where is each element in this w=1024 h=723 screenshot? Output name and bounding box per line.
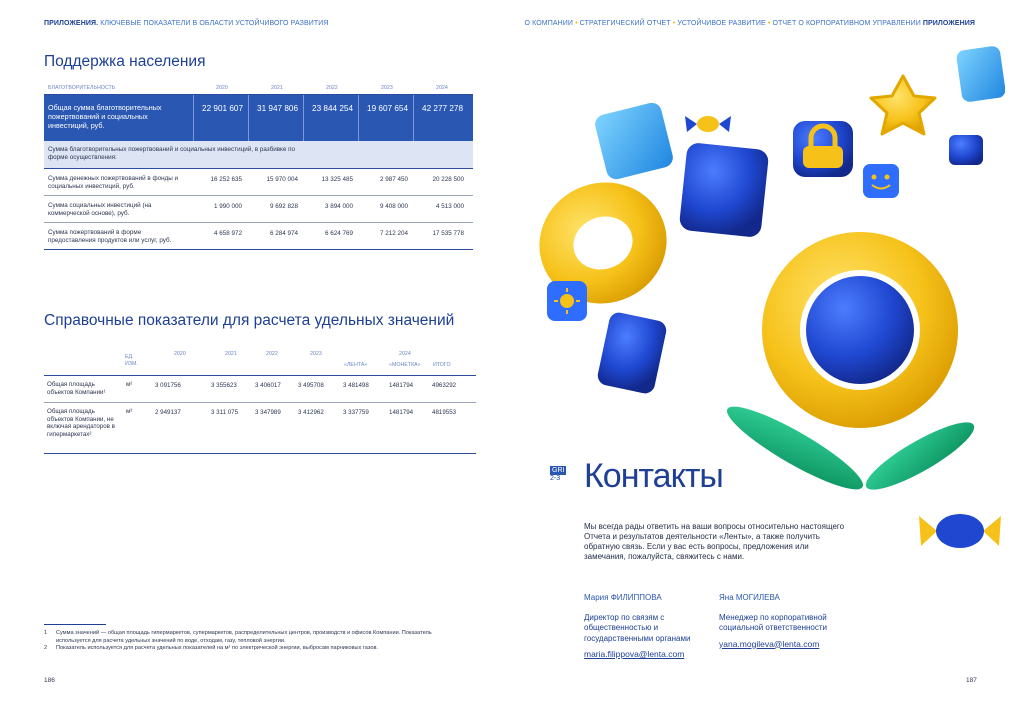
support-table-header xyxy=(44,80,473,95)
row-value: 4 658 972 xyxy=(213,230,242,237)
table-row xyxy=(44,223,473,250)
footnotes xyxy=(44,630,464,653)
flower-ring xyxy=(762,232,958,428)
row-value: 7 212 204 xyxy=(379,230,408,237)
candy-icon xyxy=(917,508,1003,554)
contact-email-link[interactable]: maria.filippova@lenta.com xyxy=(584,649,685,659)
contacts-title: Контакты xyxy=(584,457,723,495)
table-row xyxy=(44,403,476,454)
row-unit: м² xyxy=(126,381,133,388)
row-value: 9 692 828 xyxy=(269,203,298,210)
contact-last-name: ФИЛИППОВА xyxy=(610,593,662,602)
contact-name xyxy=(719,593,849,604)
smile-cube-icon xyxy=(863,164,899,198)
reference-table xyxy=(44,350,476,454)
support-title: Поддержка населения xyxy=(44,53,206,70)
year-header: 2021 xyxy=(271,85,283,91)
footnote-text: Показатель используется для расчета удельных показателей на м² по электрической энергии, выбросам парниковых газов. xyxy=(56,645,378,651)
total-row xyxy=(44,95,473,141)
nav-item-governance[interactable]: ОТЧЕТ О КОРПОРАТИВНОМ УПРАВЛЕНИИ xyxy=(772,20,921,27)
contact-position: Менеджер по корпоративной социальной ответственности xyxy=(719,612,827,632)
gri-label: GRI xyxy=(552,467,565,474)
row-value: 4819553 xyxy=(432,409,457,416)
year-header: 2024 xyxy=(436,85,448,91)
footnote-mark: 1 xyxy=(44,630,48,636)
reference-title: Справочные показатели для расчета удельных значений xyxy=(44,312,455,329)
blue-cube xyxy=(596,311,668,395)
gri-badge xyxy=(550,466,566,482)
row-value: 17 535 778 xyxy=(432,230,464,237)
row-value: 9 408 000 xyxy=(379,203,408,210)
inflatable-toys-illustration xyxy=(525,38,1005,500)
lock-cube-icon xyxy=(793,121,853,177)
contact-first-name: Мария xyxy=(584,593,609,602)
page-number-left: 186 xyxy=(44,677,55,684)
row-value: 4963292 xyxy=(432,382,457,389)
nav-item-sustainability[interactable]: УСТОЙЧИВОЕ РАЗВИТИЕ xyxy=(677,20,766,27)
row-value: 15 970 004 xyxy=(266,176,298,183)
contact-card xyxy=(584,593,714,660)
total-value: 23 844 254 xyxy=(312,104,353,113)
footnote xyxy=(44,645,464,653)
breakdown-label: Сумма благотворительных пожертвований и социальных инвестиций, в разбивке по форме осуществления: xyxy=(48,146,296,161)
subcol-monetka: «МОНЕТКА» xyxy=(389,362,421,368)
breakdown-row xyxy=(44,141,473,169)
blue-cube xyxy=(679,142,770,238)
reference-table-header xyxy=(44,350,476,376)
nav-item-appendix[interactable]: ПРИЛОЖЕНИЯ xyxy=(922,20,975,27)
total-value: 22 901 607 xyxy=(202,104,243,113)
year-header: 2023 xyxy=(310,351,322,357)
row-value: 3 894 000 xyxy=(324,203,353,210)
row-value: 3 495708 xyxy=(298,382,324,389)
table-row xyxy=(44,169,473,196)
row-value: 3 412962 xyxy=(298,409,324,416)
total-label: Общая сумма благотворительных пожертвований и социальных инвестиций, руб. xyxy=(48,103,162,130)
subcol-lenta: «ЛЕНТА» xyxy=(344,362,368,368)
row-value: 1 990 000 xyxy=(213,203,242,210)
row-value: 20 228 500 xyxy=(432,176,464,183)
row-unit: м² xyxy=(126,408,133,415)
total-value: 19 607 654 xyxy=(367,104,408,113)
row-value: 3 337759 xyxy=(343,409,369,416)
row-value: 4 513 000 xyxy=(435,203,464,210)
contact-name xyxy=(584,593,714,604)
year-header: 2020 xyxy=(216,85,228,91)
total-value: 31 947 806 xyxy=(257,104,298,113)
table-row xyxy=(44,196,473,223)
col-header-charity: БЛАГОТВОРИТЕЛЬНОСТЬ xyxy=(48,85,116,91)
nav-item-company[interactable]: О КОМПАНИИ xyxy=(524,20,574,27)
light-blue-cube xyxy=(956,45,1005,103)
footnote-mark: 2 xyxy=(44,645,48,651)
row-label: Общая площадь объектов Компании, не включая арендаторов в гипермаркетах² xyxy=(47,408,115,438)
contact-position: Директор по связям с общественностью и государственными органами xyxy=(584,612,691,643)
year-header: 2022 xyxy=(326,85,338,91)
star-icon xyxy=(871,76,935,134)
row-value: 6 624 769 xyxy=(324,230,353,237)
row-value: 3 347989 xyxy=(255,409,281,416)
unit-header: ЕД. ИЗМ. xyxy=(125,354,138,367)
year-header: 2023 xyxy=(381,85,393,91)
subcol-total: ИТОГО xyxy=(433,362,451,368)
header-subtitle: КЛЮЧЕВЫЕ ПОКАЗАТЕЛИ В ОБЛАСТИ УСТОЙЧИВОГО РАЗВИТИЯ xyxy=(100,20,329,27)
nav-item-strategic[interactable]: СТРАТЕГИЧЕСКИЙ ОТЧЕТ xyxy=(579,20,671,27)
small-blue-cube xyxy=(949,135,983,165)
page-number-right: 187 xyxy=(966,677,977,684)
row-value: 6 284 974 xyxy=(269,230,298,237)
table-row xyxy=(44,376,476,403)
gri-code: 2-3 xyxy=(550,475,561,482)
year-header: 2024 xyxy=(399,351,411,357)
row-label: Общая площадь объектов Компании¹ xyxy=(47,381,106,396)
contact-last-name: МОГИЛЕВА xyxy=(735,593,780,602)
header-section[interactable]: ПРИЛОЖЕНИЯ. xyxy=(44,20,99,27)
row-label: Сумма пожертвований в форме предоставления продуктов или услуг, руб. xyxy=(48,229,172,244)
year-header: 2022 xyxy=(266,351,278,357)
light-blue-cube xyxy=(593,101,675,181)
contact-first-name: Яна xyxy=(719,593,734,602)
row-value: 16 252 635 xyxy=(210,176,242,183)
footnote-divider xyxy=(44,624,106,625)
row-value: 2 949137 xyxy=(155,409,181,416)
row-value: 3 406017 xyxy=(255,382,281,389)
row-label: Сумма социальных инвестиций (на коммерческой основе), руб. xyxy=(48,202,152,217)
row-value: 3 311 075 xyxy=(211,409,239,416)
header-left xyxy=(44,20,329,27)
candy-icon xyxy=(685,116,731,132)
footnote-text: Сумма значений — общая площадь гипермаркетов, супермаркетов, распределительных центров, производств и офисов Компании. Показатель используется для расчета удельных значений по воде, отходам, газу, тепловой энергии. xyxy=(56,630,432,644)
row-value: 3 091756 xyxy=(155,382,181,389)
contacts-intro: Мы всегда рады ответить на ваши вопросы относительно настоящего Отчета и результатов деятельности «Ленты», а также получить обратную связь. Если у вас есть вопросы, предложения или замечания, пожалуйста, свяжитесь с нами. xyxy=(584,522,845,561)
total-value: 42 277 278 xyxy=(422,104,463,113)
row-value: 3 355623 xyxy=(211,382,237,389)
year-header: 2020 xyxy=(174,351,186,357)
row-value: 1481794 xyxy=(389,409,414,416)
header-nav: О КОМПАНИИ • СТРАТЕГИЧЕСКИЙ ОТЧЕТ • УСТОЙЧИВОЕ РАЗВИТИЕ • ОТЧЕТ О КОРПОРАТИВНОМ УПРАВЛЕНИИ ПРИЛОЖЕНИЯ xyxy=(524,20,975,27)
row-value: 3 481498 xyxy=(343,382,369,389)
year-header: 2021 xyxy=(225,351,237,357)
contact-email-link[interactable]: yana.mogileva@lenta.com xyxy=(719,638,820,649)
row-value: 1481794 xyxy=(389,382,414,389)
contact-card xyxy=(719,593,849,649)
row-label: Сумма денежных пожертвований в фонды и социальных инвестиций, руб. xyxy=(48,175,179,190)
sun-cube-icon xyxy=(547,281,587,321)
footnote xyxy=(44,630,464,645)
support-table xyxy=(44,80,473,250)
row-value: 2 987 450 xyxy=(379,176,408,183)
row-value: 13 325 485 xyxy=(321,176,353,183)
